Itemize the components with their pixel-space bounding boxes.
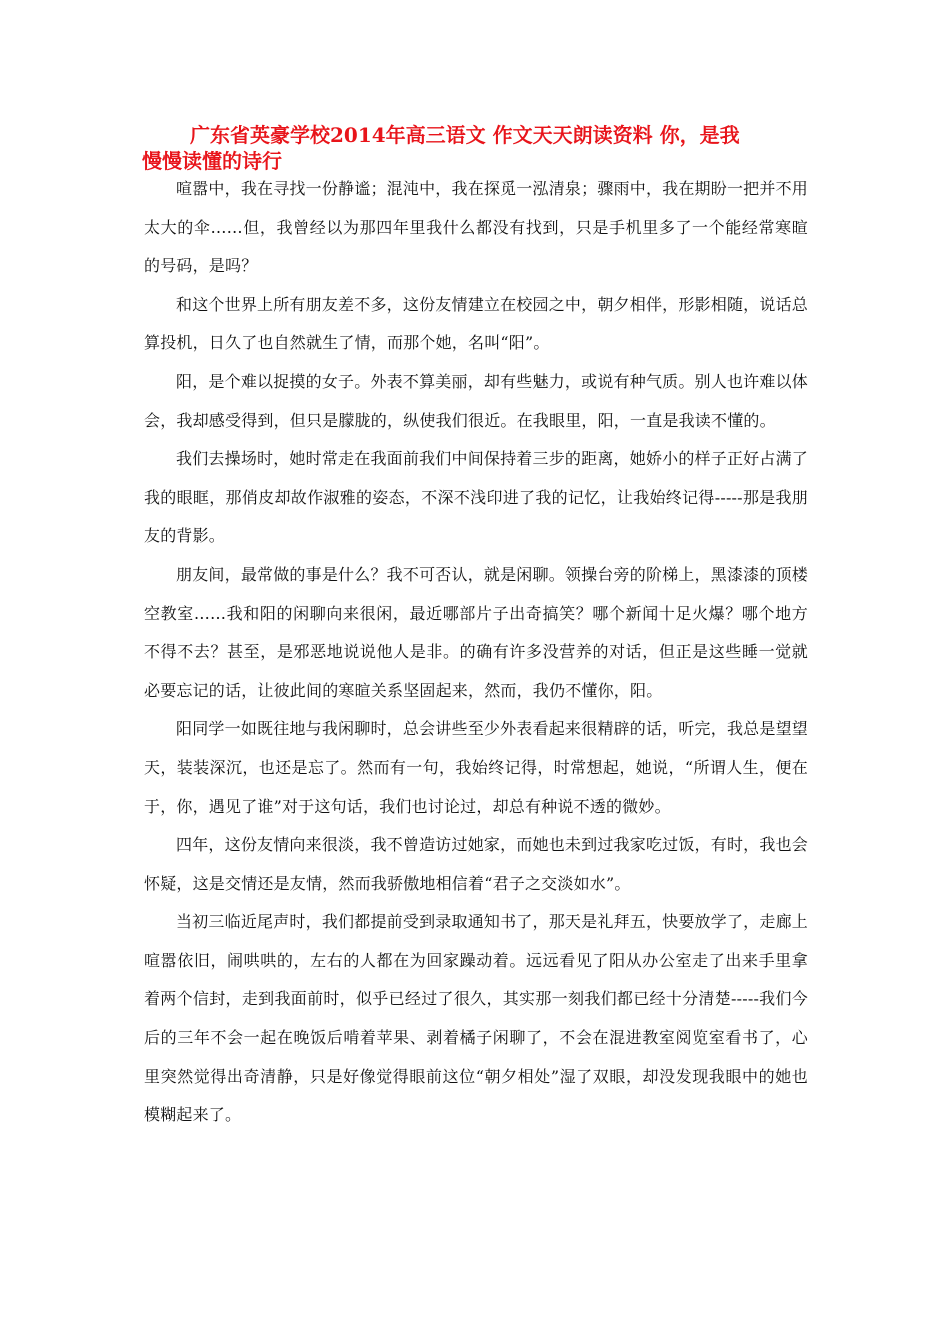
paragraph-3: 阳，是个难以捉摸的女子。外表不算美丽，却有些魅力，或说有种气质。别人也许难以体会，我却感受得到，但只是朦胧的，纵使我们很近。在我眼里，阳，一直是我读不懂的。 (144, 371, 808, 430)
paragraph-7: 四年，这份友情向来很淡，我不曾造访过她家，而她也未到过我家吃过饭，有时，我也会怀疑，这是交情还是友情，然而我骄傲地相信着“君子之交淡如水”。 (144, 835, 808, 893)
paragraph-8: 当初三临近尾声时，我们都提前受到录取通知书了，那天是礼拜五，快要放学了，走廊上喧嚣依旧，闹哄哄的，左右的人都在为回家躁动着。远远看见了阳从办公室走了出来手里拿着两个信封，走到我面前时，似乎已经过了很久，其实那一刻我们都已经十分清楚-----我们今后的三年不会一起在晚饭后啃着苹果、剥着橘子闲聊了，不会在混进教室阅览室看书了，心里突然觉得出奇清静，只是好像觉得眼前这位“朝夕相处”湿了双眼，却没发现我眼中的她也模糊起来了。 (144, 912, 808, 1125)
paragraph-6: 阳同学一如既往地与我闲聊时，总会讲些至少外表看起来很精辟的话，听完，我总是望望天，装装深沉，也还是忘了。然而有一句，我始终记得，时常想起，她说，“所谓人生，便在于，你，遇见了谁”对于这句话，我们也讨论过，却总有种说不透的微妙。 (144, 719, 808, 816)
paragraph-1: 喧嚣中，我在寻找一份静谧；混沌中，我在探觅一泓清泉；骤雨中，我在期盼一把并不用太大的伞……但，我曾经以为那四年里我什么都没有找到，只是手机里多了一个能经常寒暄的号码，是吗？ (144, 179, 808, 276)
paragraph-5: 朋友间，最常做的事是什么？我不可否认，就是闲聊。领操台旁的阶梯上，黑漆漆的顶楼空教室……我和阳的闲聊向来很闲，最近哪部片子出奇搞笑？哪个新闻十足火爆？哪个地方不得不去？甚至，是邪恶地说说他人是非。的确有许多没营养的对话，但正是这些睡一觉就必要忘记的话，让彼此间的寒暄关系坚固起来，然而，我仍不懂你，阳。 (144, 564, 808, 700)
paragraph-4: 我们去操场时，她时常走在我面前我们中间保持着三步的距离，她娇小的样子正好占满了我的眼眶，那俏皮却故作淑雅的姿态，不深不浅印进了我的记忆，让我始终记得-----那是我朋友的背影。 (144, 449, 808, 546)
document-body (144, 170, 808, 1135)
paragraph-2: 和这个世界上所有朋友差不多，这份友情建立在校园之中，朝夕相伴，形影相随，说话总算投机，日久了也自然就生了情，而那个她，名叫“阳”。 (144, 294, 808, 353)
document-title (142, 122, 822, 174)
title-line-1: 广东省英豪学校2014年高三语文 作文天天朗读资料 你，是我 (190, 123, 740, 147)
title-line-2: 慢慢读懂的诗行 (142, 149, 282, 173)
